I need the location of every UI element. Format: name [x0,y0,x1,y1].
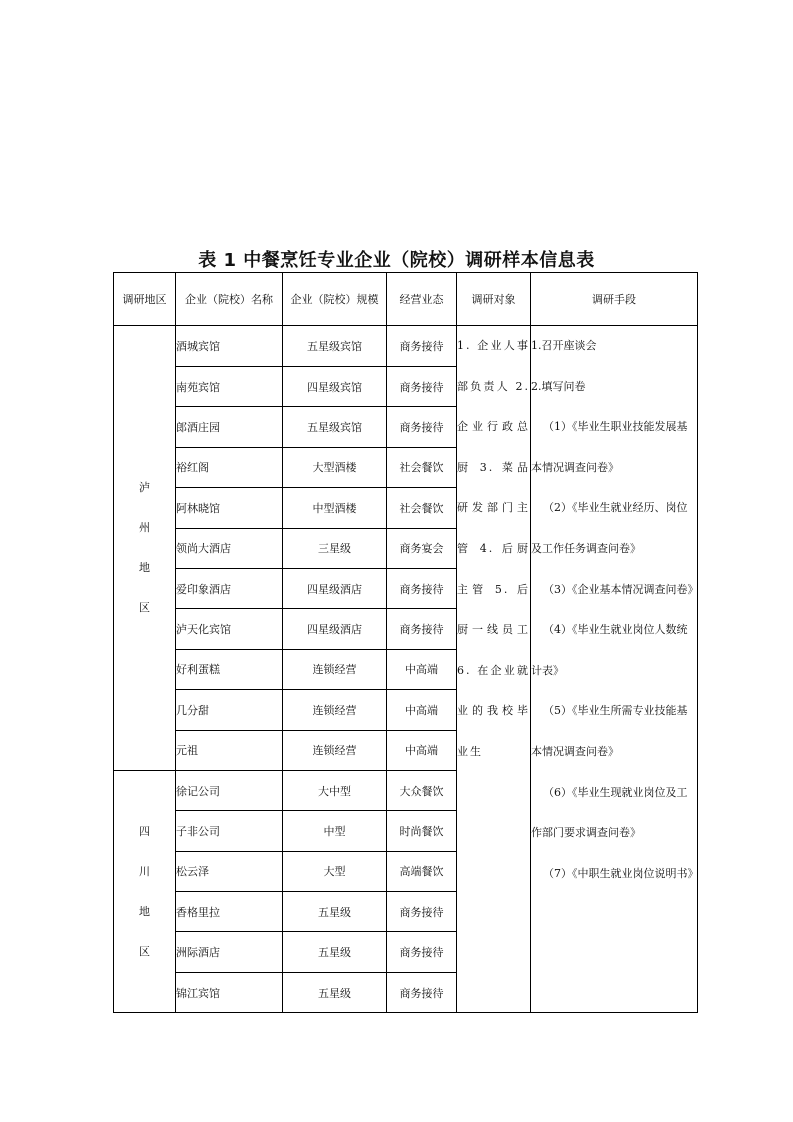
company-name: 阿林晓馆 [176,488,283,528]
business-format: 高端餐饮 [387,851,457,891]
header-row [114,273,698,326]
business-format: 大众餐饮 [387,770,457,810]
business-format: 商务接待 [387,892,457,932]
company-name: 元祖 [176,730,283,770]
sample-info-table [113,272,698,1013]
company-scale: 五星级 [283,892,387,932]
company-name: 子非公司 [176,811,283,851]
table-title: 表 1 中餐烹饪专业企业（院校）调研样本信息表 [198,250,595,271]
company-scale: 大中型 [283,770,387,810]
company-name: 锦江宾馆 [176,972,283,1012]
region-char: 州 [139,520,150,534]
company-scale: 大型酒楼 [283,447,387,487]
region-cell-sichuan [114,770,176,1012]
company-name: 郎酒庄园 [176,407,283,447]
business-format: 商务接待 [387,972,457,1012]
business-format: 商务接待 [387,568,457,608]
company-name: 领尚大酒店 [176,528,283,568]
region-char: 川 [139,864,150,878]
method-item: （6）《毕业生现就业岗位及工作部门要求调查问卷》 [531,785,688,840]
company-scale: 四星级宾馆 [283,367,387,407]
region-char: 地 [139,904,150,918]
company-scale: 中型酒楼 [283,488,387,528]
method-item: （3）《企业基本情况调查问卷》 [543,582,699,596]
method-item: （7）《中职生就业岗位说明书》 [543,866,699,880]
business-format: 时尚餐饮 [387,811,457,851]
company-scale: 连锁经营 [283,690,387,730]
company-name: 好利蛋糕 [176,649,283,689]
business-format: 商务接待 [387,609,457,649]
company-scale: 四星级酒店 [283,609,387,649]
company-scale: 五星级 [283,932,387,972]
company-name: 裕红阁 [176,447,283,487]
survey-objects-text: 1. 企业人事部负责人 2. 企业行政总厨 3. 菜品研发部门主管 4. 后厨主管 5. 后厨一线员工 6. 在企业就业的我校毕业生 [457,339,530,758]
company-scale: 连锁经营 [283,649,387,689]
business-format: 中高端 [387,649,457,689]
header-name: 企业（院校）名称 [176,273,283,326]
region-char: 区 [139,944,150,958]
header-scale: 企业（院校）规模 [283,273,387,326]
header-region: 调研地区 [114,273,176,326]
company-scale: 连锁经营 [283,730,387,770]
region-cell-luzhou [114,326,176,771]
method-item: （5）《毕业生所需专业技能基本情况调查问卷》 [531,704,688,758]
company-scale: 三星级 [283,528,387,568]
company-scale: 中型 [283,811,387,851]
business-format: 商务接待 [387,326,457,367]
region-char: 地 [139,560,150,574]
business-format: 商务接待 [387,367,457,407]
method-item: （1）《毕业生职业技能发展基本情况调查问卷》 [531,420,688,474]
company-scale: 五星级宾馆 [283,407,387,447]
company-scale: 四星级酒店 [283,568,387,608]
survey-methods-cell [531,326,698,1013]
region-char: 区 [139,600,150,614]
company-name: 爱印象酒店 [176,568,283,608]
method-item: （4）《毕业生就业岗位人数统计表》 [531,623,688,677]
survey-objects-cell [457,326,531,1013]
header-objects: 调研对象 [457,273,531,326]
business-format: 中高端 [387,730,457,770]
header-format: 经营业态 [387,273,457,326]
company-name: 松云泽 [176,851,283,891]
business-format: 商务接待 [387,932,457,972]
company-name: 香格里拉 [176,892,283,932]
business-format: 中高端 [387,690,457,730]
company-name: 酒城宾馆 [176,326,283,367]
business-format: 社会餐饮 [387,488,457,528]
company-name: 南苑宾馆 [176,367,283,407]
business-format: 商务宴会 [387,528,457,568]
company-scale: 五星级 [283,972,387,1012]
method-item: 2.填写问卷 [531,379,586,393]
business-format: 社会餐饮 [387,447,457,487]
company-scale: 大型 [283,851,387,891]
region-char: 泸 [139,480,150,494]
header-methods: 调研手段 [531,273,698,326]
company-scale: 五星级宾馆 [283,326,387,367]
company-name: 几分甜 [176,690,283,730]
company-name: 徐记公司 [176,770,283,810]
method-item: （2）《毕业生就业经历、岗位及工作任务调查问卷》 [531,501,688,555]
table-row [114,326,698,367]
company-name: 泸天化宾馆 [176,609,283,649]
company-name: 洲际酒店 [176,932,283,972]
business-format: 商务接待 [387,407,457,447]
method-item: 1.召开座谈会 [531,339,597,352]
region-char: 四 [139,824,150,838]
